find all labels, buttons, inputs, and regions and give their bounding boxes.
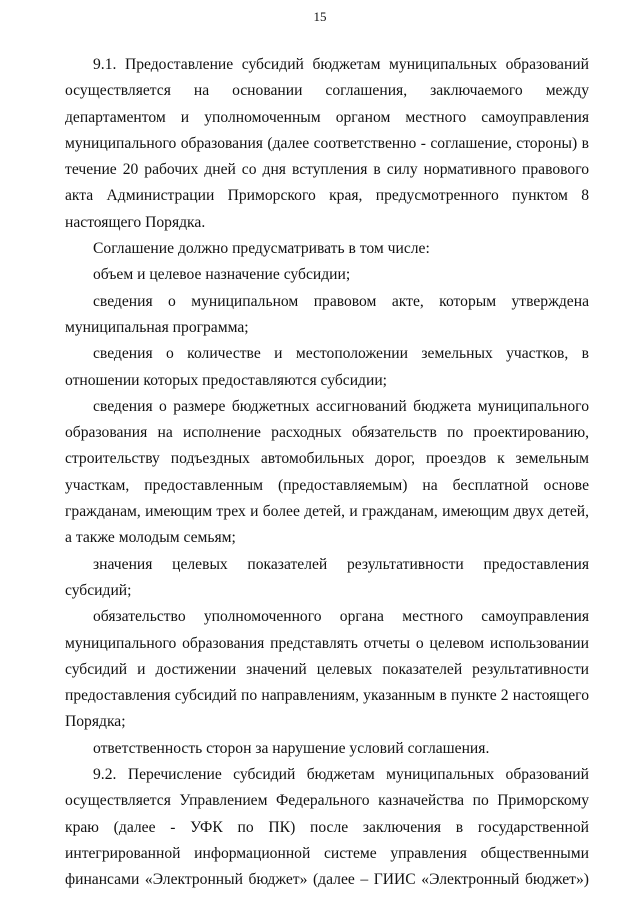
list-item-target-indicators: значения целевых показателей результативности предоставления субсидий; [65,555,589,599]
list-item-reporting-obligation: обязательство уполномоченного органа местного самоуправления муниципального образования представлять отчеты о целевом использовании субсидий и достижении значений целевых показателей результативности предоставления субсидий по направлениям, указанным в пункте 2 настоящего Порядка; [65,608,589,731]
list-item-land-plots: сведения о количестве и местоположении земельных участков, в отношении которых предоставляются субсидии; [65,345,589,389]
page-number: 15 [313,9,327,24]
list-item-volume-purpose: объем и целевое назначение субсидии; [93,266,351,284]
list-item-budget-allocations: сведения о размере бюджетных ассигнований бюджета муниципального образования на исполнение расходных обязательств по проектированию, строительству подъездных автомобильных дорог, проездов к земельным участкам, предоставленным (предоставляемым) на бесплатной основе гражданам, имеющим трех и более детей, и гражданам, имеющим двух детей, а также молодым семьям; [65,397,589,547]
paragraph-agreement-intro: Соглашение должно предусматривать в том числе: [93,240,430,258]
document-body [65,52,589,894]
paragraph-9-2: 9.2. Перечисление субсидий бюджетам муниципальных образований осуществляется Управлением Федерального казначейства по Приморскому краю (далее - УФК по ПК) после заключения в государственной интегрированной информационной системе управления общественными финансами «Электронный бюджет» (далее – ГИИС «Электронный бюджет») [65,766,589,889]
list-item-responsibility: ответственность сторон за нарушение условий соглашения. [93,739,490,757]
list-item-legal-act: сведения о муниципальном правовом акте, которым утверждена муниципальная программа; [65,292,589,336]
paragraph-9-1: 9.1. Предоставление субсидий бюджетам муниципальных образований осуществляется на основании соглашения, заключаемого между департаментом и уполномоченным органом местного самоуправления муниципального образования (далее соответственно - соглашение, стороны) в течение 20 рабочих дней со дня вступления в силу нормативного правового акта Администрации Приморского края, предусмотренного пунктом 8 настоящего Порядка. [65,56,589,231]
